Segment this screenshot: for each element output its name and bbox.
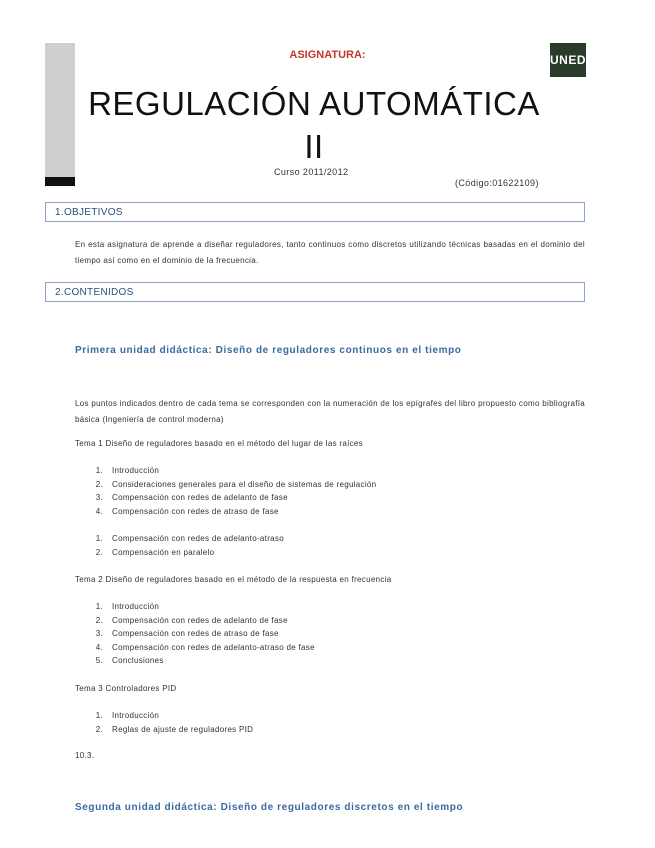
tema-2-list: [75, 600, 315, 668]
list-item: 2. Compensación en paralelo: [95, 547, 215, 557]
section-header-contenidos: 2.CONTENIDOS: [45, 282, 585, 302]
list-item: 3. Compensación con redes de adelanto de fase: [95, 493, 288, 502]
course-code: (Código:01622109): [455, 178, 539, 188]
tema-1-list: [75, 464, 376, 518]
title-line-2: II: [304, 128, 324, 165]
list-item: 2. Compensación con redes de adelanto de fase: [95, 615, 288, 625]
decorative-black-bar: [45, 177, 75, 186]
unit-2-heading: Segunda unidad didáctica: Diseño de reguladores discretos en el tiempo: [75, 802, 464, 813]
tema-3-title: Tema 3 Controladores PID: [75, 684, 177, 693]
tema-3-list: [75, 709, 253, 736]
list-item: 5. Conclusiones: [95, 656, 164, 665]
list-item: 1. Introducción: [95, 602, 160, 611]
trailing-reference: 10.3.: [75, 751, 95, 760]
contenidos-intro: Los puntos indicados dentro de cada tema se corresponden con la numeración de los epígrafes del libro propuesto como bibliografía básica (Ingeniería de control moderna): [75, 399, 585, 424]
objetivos-text: En esta asignatura de aprende a diseñar reguladores, tanto continuos como discretos utilizando técnicas basadas en el dominio del tiempo así como en el dominio de la frecuencia.: [75, 240, 585, 265]
list-item: 2. Consideraciones generales para el diseño de sistemas de regulación: [95, 479, 377, 489]
course-year: Curso 2011/2012: [274, 167, 349, 177]
list-item: 4. Compensación con redes de adelanto-atraso de fase: [95, 642, 315, 652]
title-line-1: REGULACIÓN AUTOMÁTICA: [88, 85, 540, 122]
list-item: 3. Compensación con redes de atraso de fase: [95, 629, 279, 638]
list-item: 1. Compensación con redes de adelanto-atraso: [95, 534, 284, 543]
uned-logo: UNED: [550, 43, 586, 77]
unit-1-heading: Primera unidad didáctica: Diseño de reguladores continuos en el tiempo: [75, 345, 462, 356]
list-item: 2. Reglas de ajuste de reguladores PID: [95, 724, 254, 734]
section-header-objetivos: 1.OBJETIVOS: [45, 202, 585, 222]
tema-2-title: Tema 2 Diseño de reguladores basado en el método de la respuesta en frecuencia: [75, 575, 392, 584]
page-title: [0, 82, 628, 168]
list-item: 1. Introducción: [95, 711, 160, 720]
list-item: 4. Compensación con redes de atraso de fase: [95, 506, 279, 516]
tema-1-title: Tema 1 Diseño de reguladores basado en el método del lugar de las raíces: [75, 439, 363, 448]
subject-label: ASIGNATURA:: [289, 49, 366, 61]
list-item: 1. Introducción: [95, 466, 160, 475]
tema-1-list-continued: [75, 532, 284, 559]
